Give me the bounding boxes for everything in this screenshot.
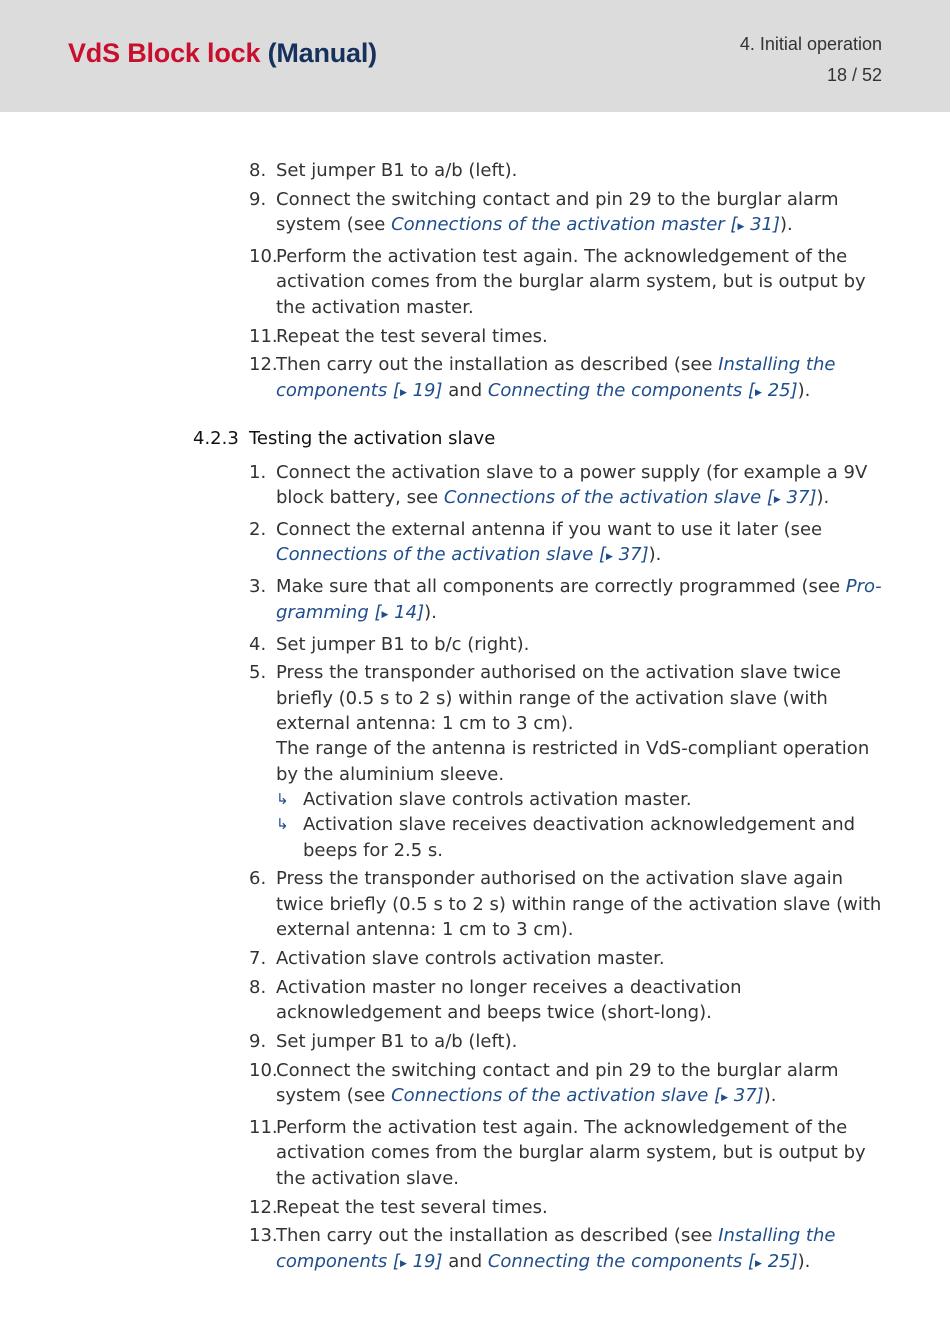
step-note: The range of the antenna is restricted in VdS-compliant operation by the aluminium sleeve. [276,738,870,785]
step-text: Connect the external antenna if you want to use it later (see Connections of the activation slave [▶ 37]). [276,519,823,566]
list-item [249,460,889,514]
triangle-right-icon: ▶ [399,387,407,398]
page-number: 18 / 52 [826,65,882,85]
step-text: Connect the activation slave to a power supply (for example a 9V block battery, see Connections of the activation slave [▶ 37]). [276,462,868,509]
cross-reference-link[interactable]: Installing the components [▶ 19] [276,1225,836,1272]
list-item [249,517,889,571]
list-item [249,1195,889,1220]
step-text: Perform the activation test again. The acknowledgement of the activation comes from the burglar alarm system, but is output by the activation slave. [276,1117,866,1189]
step-number: 10. [249,1059,278,1081]
result-arrow-icon: ↳ [276,789,289,808]
list-item [249,1058,889,1112]
step-text: Repeat the test several times. [276,1196,548,1218]
step-number: 12. [249,354,278,376]
step-text: Activation master no longer receives a deactivation acknowledgement and beeps twice (short-long). [276,976,742,1024]
chapter-title: 4. Initial operation [739,34,882,54]
section-title: Testing the activation slave [249,428,496,449]
step-text: Then carry out the installation as described (see Installing the components [▶ 19] and Connecting the components [▶ 25]). [276,354,836,401]
step-number: 11. [249,1117,278,1139]
step-text: Activation slave controls activation master. [276,947,665,969]
step-number: 8. [249,160,267,181]
triangle-right-icon: ▶ [755,387,762,398]
step-list-master [249,158,889,410]
list-item [249,574,889,628]
triangle-right-icon: ▶ [721,1093,729,1104]
step-number: 13. [249,1225,278,1247]
step-text: Connect the switching contact and pin 29 to the burglar alarm system (see Connections of the activation master [▶ 31]). [276,188,839,236]
triangle-right-icon: ▶ [606,552,613,563]
step-number: 5. [249,662,267,684]
triangle-right-icon: ▶ [381,609,389,620]
step-text: Then carry out the installation as described (see Installing the components [▶ 19] and Connecting the components [▶ 25]). [276,1225,836,1272]
step-result: ↳ Activation slave controls activation master. [276,787,889,812]
step-number: 8. [249,976,267,998]
step-result: ↳ Activation slave receives deactivation acknowledgement and beeps for 2.5 s. [276,814,856,861]
cross-reference-link[interactable]: Connecting the components [▶ 25] [487,1250,798,1272]
step-text: Set jumper B1 to b/c (right). [276,633,530,655]
document-title-main: VdS Block lock [68,38,261,68]
cross-reference-link[interactable]: Connections of the activation slave [▶ 37] [391,1085,764,1107]
list-item [249,244,889,320]
list-item [249,660,889,862]
step-text: Press the transponder authorised on the activation slave twice briefly (0.5 s to 2 s) within range of the activation slave (with external antenna: 1 cm to 3 cm). [276,662,841,735]
cross-reference-link[interactable]: Connections of the activation slave [▶ 37] [443,487,817,509]
step-number: 9. [249,1030,267,1052]
list-item [249,187,889,241]
triangle-right-icon: ▶ [755,1258,762,1269]
list-item [249,1115,889,1191]
list-item [249,158,889,183]
step-number: 11. [249,325,278,347]
list-item [249,1223,889,1277]
step-number: 3. [249,576,267,598]
chapter-info [740,29,882,91]
step-text: Set jumper B1 to a/b (left). [276,1030,518,1052]
list-item [249,632,889,657]
document-title [68,38,377,69]
section-number: 4.2.3 [193,428,239,449]
triangle-right-icon: ▶ [737,222,745,233]
step-number: 12. [249,1196,278,1218]
list-item [249,866,889,942]
document-title-suffix: (Manual) [267,38,377,68]
triangle-right-icon: ▶ [399,1258,407,1269]
step-number: 1. [249,462,267,483]
cross-reference-link[interactable]: Programming [▶ 14] [276,576,882,623]
result-arrow-icon: ↳ [276,815,289,834]
step-number: 7. [249,947,267,969]
cross-reference-link[interactable]: Connections of the activation master [▶ 31] [391,214,781,236]
list-item [249,324,889,349]
step-text: Make sure that all components are correctly programmed (see Programming [▶ 14]). [276,576,882,623]
step-list-slave [249,460,889,1281]
page-header [0,0,950,112]
step-number: 4. [249,633,267,655]
step-number: 6. [249,868,267,890]
cross-reference-link[interactable]: Installing the components [▶ 19] [276,354,836,401]
step-text: Connect the switching contact and pin 29 to the burglar alarm system (see Connections of the activation slave [▶ 37]). [276,1059,839,1107]
step-number: 2. [249,519,267,541]
cross-reference-link[interactable]: Connecting the components [▶ 25] [487,379,798,401]
step-number: 10. [249,246,278,268]
step-text: Repeat the test several times. [276,325,548,347]
step-text: Perform the activation test again. The acknowledgement of the activation comes from the burglar alarm system, but is output by the activation master. [276,246,866,318]
step-text: Press the transponder authorised on the activation slave again twice briefly (0.5 s to 2 s) within range of the activation slave (with external antenna: 1 cm to 3 cm). [276,868,882,941]
list-item [249,352,889,406]
list-item [249,946,889,971]
cross-reference-link[interactable]: Connections of the activation slave [▶ 37] [276,544,649,566]
list-item [249,975,889,1026]
step-number: 9. [249,188,267,210]
triangle-right-icon: ▶ [773,495,781,506]
list-item [249,1029,889,1054]
section-heading [193,426,495,451]
step-text: Set jumper B1 to a/b (left). [276,160,518,181]
